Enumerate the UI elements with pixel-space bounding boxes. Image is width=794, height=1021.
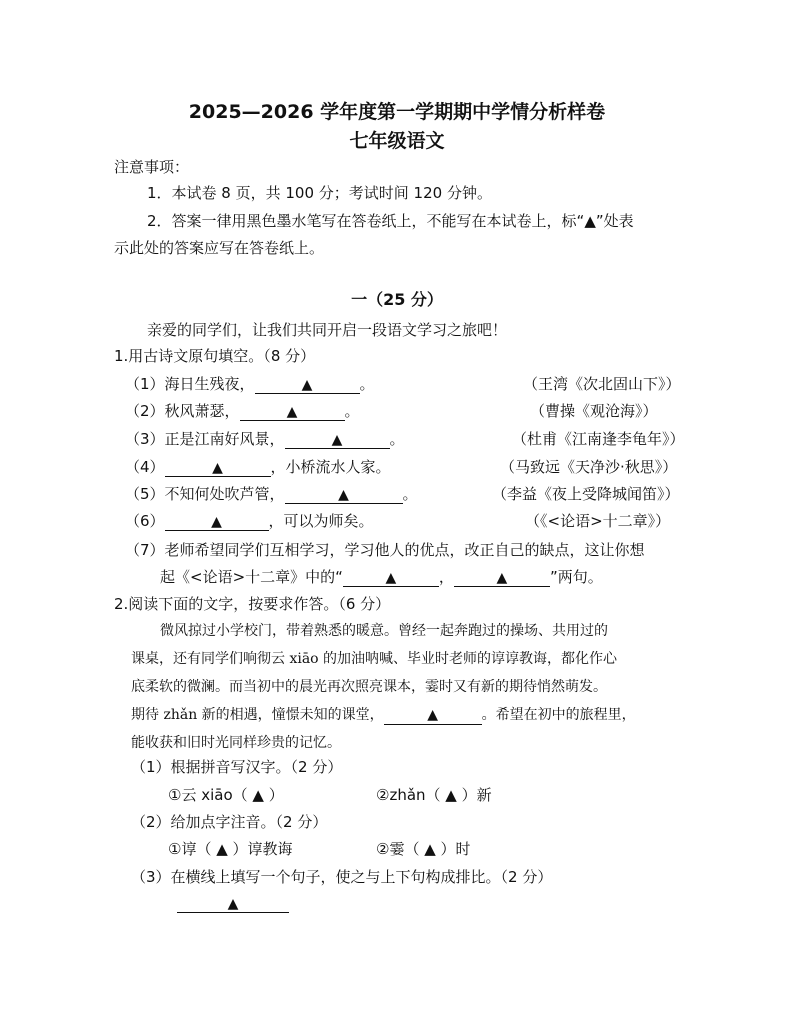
notice-item-2: 2．答案一律用黑色墨水笔写在答卷纸上，不能写在本试卷上，标“▲”处表: [147, 212, 634, 230]
q2-sub-2: （2）给加点字注音。（2 分）: [131, 813, 328, 831]
passage-line-2: 课桌，还有同学们响彻云 xiāo 的加油呐喊、毕业时老师的谆谆教诲，都化作心: [131, 651, 618, 667]
q1-item-1: （1）海日生残夜， ▲ 。: [125, 375, 375, 393]
q1-item-2: （2）秋风萧瑟， ▲ 。: [125, 402, 360, 420]
q2-sub-1: （1）根据拼音写汉字。（2 分）: [131, 758, 343, 776]
passage-line-4: 期待 zhǎn 新的相遇，憧憬未知的课堂， ▲ 。希望在初中的旅程里，: [131, 707, 636, 723]
q1-item-4-source: （马致远《天净沙·秋思》）: [500, 458, 678, 476]
passage-line-5: 能收获和旧时光同样珍贵的记忆。: [131, 735, 341, 751]
q1-item-7: （7）老师希望同学们互相学习，学习他人的优点，改正自己的缺点，这让你想: [125, 541, 645, 559]
q2-sub-2-a: ①谆（ ▲ ）谆教诲: [168, 840, 293, 858]
q1-item-3-source: （杜甫《江南逢李龟年》）: [512, 430, 685, 448]
q2-sub-3-blank-line: [177, 893, 289, 913]
q2-sub-3: （3）在横线上填写一个句子，使之与上下句构成排比。（2 分）: [131, 868, 553, 886]
q1-item-5: （5）不知何处吹芦管， ▲ 。: [125, 485, 418, 503]
q1-item-7-cont: 起《<论语>十二章》中的“ ▲ ， ▲ ”两句。: [160, 568, 603, 586]
q1-item-6: （6） ▲ ，可以为师矣。: [125, 512, 374, 530]
q1-title: 1.用古诗文原句填空。（8 分）: [114, 347, 316, 365]
answer-blank: ▲: [255, 376, 360, 394]
q2-sub-2-b: ②霎（ ▲ ）时: [376, 840, 471, 858]
q2-title: 2.阅读下面的文字，按要求作答。（6 分）: [114, 595, 391, 613]
notice-item-2-cont: 示此处的答案应写在答卷纸上。: [114, 239, 325, 257]
passage-line-3: 底柔软的微澜。而当初中的晨光再次照亮课本，霎时又有新的期待悄然萌发。: [131, 679, 607, 695]
q1-item-1-source: （王湾《次北固山下》）: [523, 375, 681, 393]
q2-sub-1-b: ②zhǎn（ ▲ ）新: [376, 786, 492, 804]
section-heading: 一（25 分）: [351, 290, 443, 309]
answer-blank: ▲: [165, 459, 271, 477]
q1-item-4: （4） ▲ ，小桥流水人家。: [125, 458, 391, 476]
q1-item-5-source: （李益《夜上受降城闻笛》）: [492, 485, 680, 503]
section-intro: 亲爱的同学们，让我们共同开启一段语文学习之旅吧！: [147, 321, 508, 339]
answer-blank: ▲: [285, 431, 390, 449]
notice-item-1: 1．本试卷 8 页，共 100 分；考试时间 120 分钟。: [147, 184, 492, 202]
exam-title: 2025—2026 学年度第一学期期中学情分析样卷: [188, 101, 606, 123]
answer-blank: ▲: [454, 569, 550, 587]
answer-blank: ▲: [165, 513, 269, 531]
exam-subtitle: 七年级语文: [349, 130, 445, 152]
notice-label: 注意事项：: [114, 158, 190, 176]
q2-sub-1-a: ①云 xiāo（ ▲ ）: [168, 786, 284, 804]
q1-item-3: （3）正是江南好风景， ▲ 。: [125, 430, 405, 448]
q1-item-2-source: （曹操《观沧海》）: [530, 402, 658, 420]
answer-blank: ▲: [240, 403, 345, 421]
answer-blank: ▲: [384, 707, 482, 725]
answer-blank: ▲: [285, 486, 403, 504]
answer-blank: ▲: [343, 569, 439, 587]
answer-blank: ▲: [177, 895, 289, 913]
passage-line-1: 微风掠过小学校门，带着熟悉的暖意。曾经一起奔跑过的操场、共用过的: [160, 623, 608, 639]
q1-item-6-source: （《<论语>十二章》）: [525, 512, 671, 530]
